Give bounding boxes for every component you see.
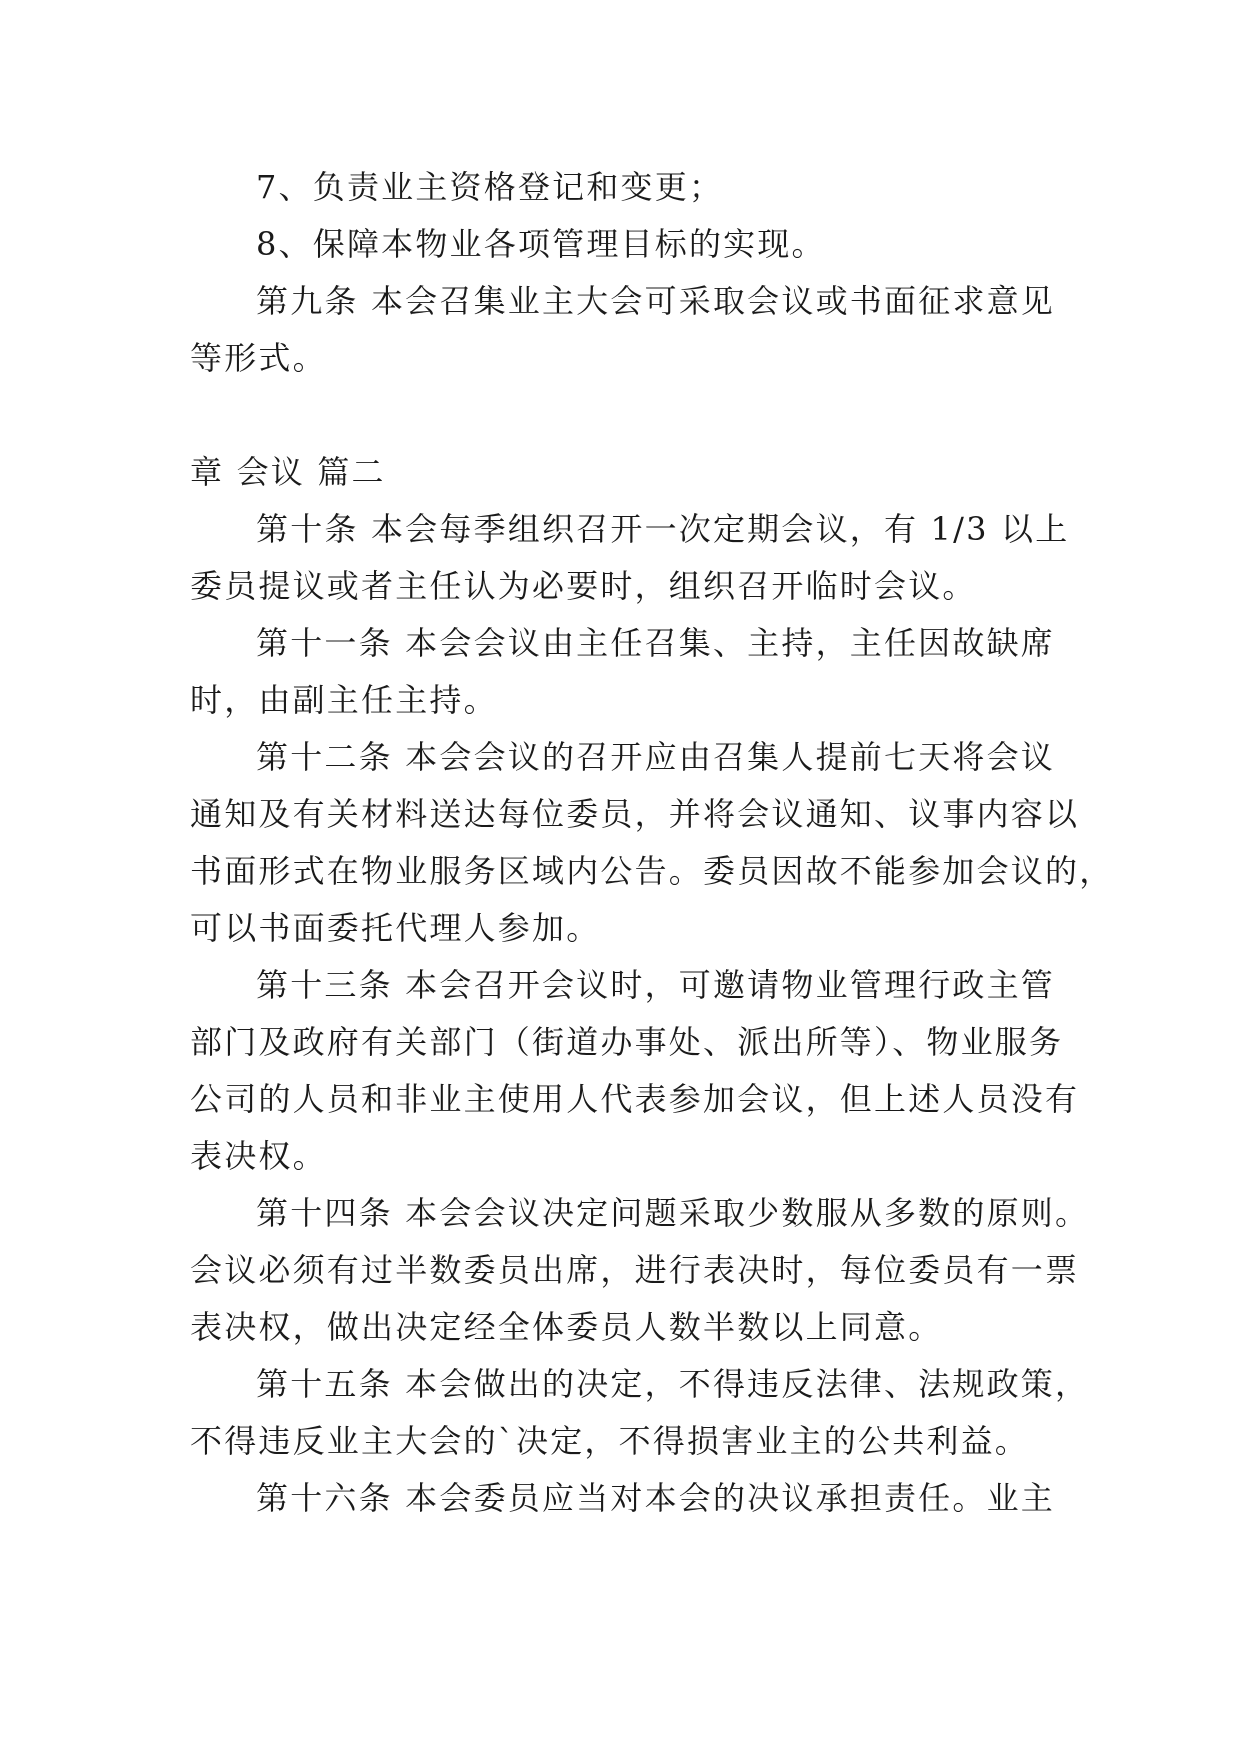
article-13-line-2: 部门及政府有关部门（街道办事处、派出所等）、物业服务 [190, 1023, 1064, 1061]
article-14-line-3: 表决权，做出决定经全体委员人数半数以上同意。 [190, 1308, 943, 1346]
article-13-line-1: 第十三条 本会召开会议时，可邀请物业管理行政主管 [256, 966, 1055, 1004]
article-12-line-4: 可以书面委托代理人参加。 [190, 909, 601, 947]
article-11-line-2: 时，由副主任主持。 [190, 681, 498, 719]
chapter-heading: 章 会议 篇二 [190, 453, 386, 491]
article-10-line-1: 第十条 本会每季组织召开一次定期会议，有 1/3 以上 [256, 510, 1070, 548]
article-11-line-1: 第十一条 本会会议由主任召集、主持，主任因故缺席 [256, 624, 1055, 662]
article-9-line-1: 第九条 本会召集业主大会可采取会议或书面征求意见 [256, 282, 1055, 320]
text-line-item-8: 8、保障本物业各项管理目标的实现。 [256, 225, 826, 263]
article-13-line-4: 表决权。 [190, 1137, 327, 1175]
text-line-item-7: 7、负责业主资格登记和变更； [256, 168, 724, 206]
article-13-line-3: 公司的人员和非业主使用人代表参加会议，但上述人员没有 [190, 1080, 1080, 1118]
article-14-line-1: 第十四条 本会会议决定问题采取少数服从多数的原则。 [256, 1194, 1090, 1232]
article-14-line-2: 会议必须有过半数委员出席，进行表决时，每位委员有一票 [190, 1251, 1080, 1289]
article-12-line-2: 通知及有关材料送达每位委员，并将会议通知、议事内容以 [190, 795, 1080, 833]
article-15-line-1: 第十五条 本会做出的决定，不得违反法律、法规政策， [256, 1365, 1090, 1403]
article-9-line-2: 等形式。 [190, 339, 327, 377]
article-12-line-3: 书面形式在物业服务区域内公告。委员因故不能参加会议的， [190, 852, 1114, 890]
article-15-line-2: 不得违反业主大会的`决定，不得损害业主的公共利益。 [190, 1422, 1030, 1460]
article-10-line-2: 委员提议或者主任认为必要时，组织召开临时会议。 [190, 567, 977, 605]
article-12-line-1: 第十二条 本会会议的召开应由召集人提前七天将会议 [256, 738, 1055, 776]
article-16-line-1: 第十六条 本会委员应当对本会的决议承担责任。业主 [256, 1479, 1055, 1517]
